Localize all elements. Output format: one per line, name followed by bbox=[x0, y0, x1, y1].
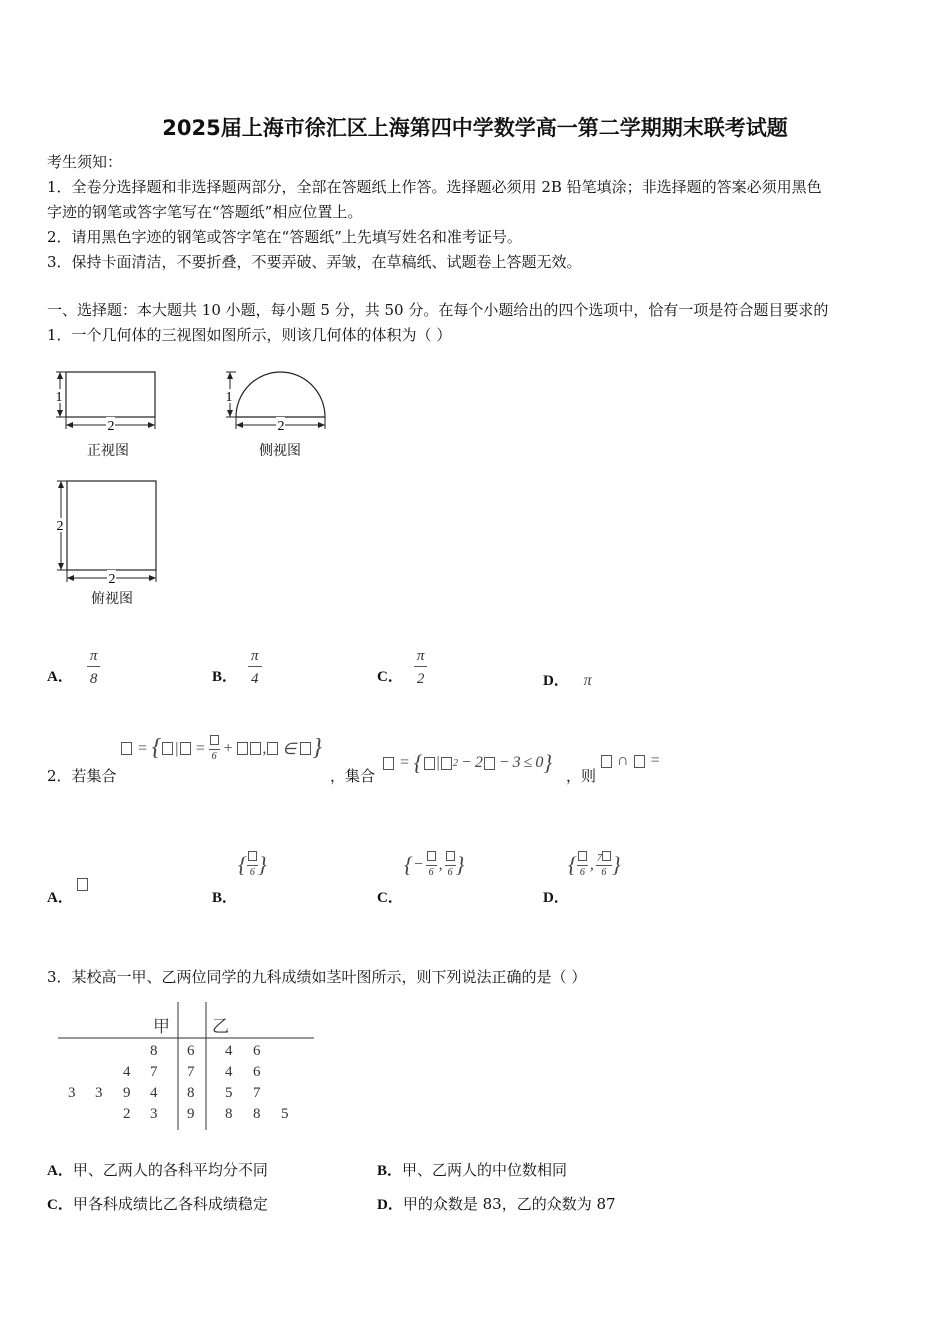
question-1-stem: 1．一个几何体的三视图如图所示，则该几何体的体积为（ ） bbox=[47, 326, 452, 344]
q3-option-c-text: 甲各科成绩比乙各科成绩稳定 bbox=[72, 1195, 268, 1213]
q3-option-b[interactable] bbox=[377, 1160, 567, 1181]
row4-stem: 9 bbox=[187, 1106, 195, 1122]
q2-option-c-value: { − 6 , 6 } bbox=[404, 851, 465, 878]
question-2-prefix: 2．若集合 bbox=[47, 767, 117, 785]
row4-right-2: 8 bbox=[253, 1106, 261, 1122]
notice-line-1b: 字迹的钢笔或答字笔写在“答题纸”相应位置上。 bbox=[47, 203, 363, 221]
question-2-mid: ，集合 bbox=[330, 767, 376, 785]
q2-option-d-letter: D． bbox=[543, 890, 569, 906]
row3-left-2: 3 bbox=[95, 1085, 103, 1101]
q1-option-a[interactable] bbox=[47, 648, 100, 688]
q2-option-b[interactable] bbox=[212, 886, 237, 907]
q3-option-d-text: 甲的众数是 83，乙的众数为 87 bbox=[402, 1195, 616, 1213]
q2-option-c[interactable] bbox=[377, 886, 403, 907]
set-a-expression: = { | = 6 + , ∈ } bbox=[120, 735, 322, 762]
row3-left-3: 9 bbox=[123, 1085, 131, 1101]
top-dim-2-horizontal: 2 bbox=[108, 572, 116, 587]
front-dim-2: 2 bbox=[107, 419, 115, 434]
row3-left-1: 3 bbox=[68, 1085, 76, 1101]
row2-stem: 7 bbox=[187, 1064, 195, 1080]
q3-option-b-letter: B． bbox=[377, 1163, 403, 1179]
q1-option-a-letter: A． bbox=[47, 669, 73, 685]
q3-option-c-letter: C． bbox=[47, 1197, 73, 1213]
q2-option-a-value bbox=[76, 874, 89, 893]
side-view-semicircle bbox=[236, 372, 325, 417]
row1-stem: 6 bbox=[187, 1043, 195, 1059]
q1-option-b-fraction: $\frac{\pi}{4}$ bbox=[248, 648, 262, 688]
row3-right-1: 5 bbox=[225, 1085, 233, 1101]
question-3-stem: 3．某校高一甲、乙两位同学的九科成绩如茎叶图所示，则下列说法正确的是（ ） bbox=[47, 968, 587, 986]
q2-option-a[interactable] bbox=[47, 886, 73, 907]
side-dim-1: 1 bbox=[225, 390, 233, 405]
stem-leaf-right-header: 乙 bbox=[212, 1017, 229, 1036]
row4-right-3: 5 bbox=[281, 1106, 289, 1122]
question-2-suffix: ，则 bbox=[566, 767, 597, 785]
row2-right-2: 6 bbox=[253, 1064, 261, 1080]
exam-title: 2025届上海市徐汇区上海第四中学数学高一第二学期期末联考试题 bbox=[162, 116, 788, 140]
front-dim-1: 1 bbox=[55, 390, 63, 405]
q2-option-d[interactable] bbox=[543, 886, 569, 907]
q1-option-c-fraction: $\frac{\pi}{2}$ bbox=[414, 648, 428, 688]
notice-line-2: 2．请用黑色字迹的钢笔或答字笔在“答题纸”上先填写姓名和准考证号。 bbox=[47, 228, 522, 246]
row2-left-2: 7 bbox=[150, 1064, 158, 1080]
q1-option-c-letter: C． bbox=[377, 669, 403, 685]
q2-option-c-letter: C． bbox=[377, 890, 403, 906]
q1-option-a-fraction: $\frac{\pi}{8}$ bbox=[87, 648, 101, 688]
q2-option-b-letter: B． bbox=[212, 890, 238, 906]
front-view-rect bbox=[66, 372, 155, 417]
top-dim-2-vertical: 2 bbox=[56, 519, 64, 534]
q1-option-d-value: π bbox=[583, 672, 592, 689]
notice-line-1a: 1．全卷分选择题和非选择题两部分，全部在答题纸上作答。选择题必须用 2B 铅笔填涂；非选择题的答案必须用黑色 bbox=[47, 178, 822, 196]
front-view-label: 正视图 bbox=[87, 443, 129, 459]
row2-left-1: 4 bbox=[123, 1064, 131, 1080]
row1-right-2: 6 bbox=[253, 1043, 261, 1059]
row1-right-1: 4 bbox=[225, 1043, 233, 1059]
stem-leaf-plot bbox=[58, 1002, 318, 1132]
stem-leaf-left-header: 甲 bbox=[153, 1017, 170, 1036]
side-view-label: 侧视图 bbox=[259, 443, 301, 459]
set-b-expression: = { | 2 − 2 − 3 ≤ 0 } bbox=[382, 750, 552, 776]
q3-option-a-letter: A． bbox=[47, 1163, 73, 1179]
q3-option-c[interactable] bbox=[47, 1194, 268, 1215]
intersection-expression: ∩ = bbox=[600, 752, 664, 770]
q1-option-d-letter: D． bbox=[543, 673, 569, 689]
row4-left-1: 2 bbox=[123, 1106, 131, 1122]
row2-right-1: 4 bbox=[225, 1064, 233, 1080]
q2-option-d-value: { 6 , $\frac{7}{6}$ } bbox=[568, 851, 621, 878]
side-dim-2: 2 bbox=[277, 419, 285, 434]
q3-option-d[interactable] bbox=[377, 1194, 616, 1215]
q2-option-b-value: { 6 } bbox=[238, 851, 267, 878]
q1-option-d[interactable] bbox=[543, 669, 592, 690]
q3-option-a-text: 甲、乙两人的各科平均分不同 bbox=[72, 1161, 268, 1179]
row3-stem: 8 bbox=[187, 1085, 195, 1101]
top-view-label: 俯视图 bbox=[91, 591, 133, 607]
notice-block bbox=[47, 150, 907, 275]
row3-right-2: 7 bbox=[253, 1085, 261, 1101]
top-view-rect bbox=[67, 481, 156, 570]
q3-option-a[interactable] bbox=[47, 1160, 268, 1181]
q3-option-b-text: 甲、乙两人的中位数相同 bbox=[402, 1161, 568, 1179]
notice-line-3: 3．保持卡面清洁，不要折叠，不要弄破、弄皱，在草稿纸、试题卷上答题无效。 bbox=[47, 253, 582, 271]
section-heading: 一、选择题：本大题共 10 小题，每小题 5 分，共 50 分。在每个小题给出的四个选项中，恰有一项是符合题目要求的 bbox=[47, 301, 829, 319]
row1-left-1: 8 bbox=[150, 1043, 158, 1059]
three-view-figure bbox=[50, 365, 340, 615]
notice-heading: 考生须知： bbox=[47, 153, 123, 171]
q3-option-d-letter: D． bbox=[377, 1197, 403, 1213]
row4-left-2: 3 bbox=[150, 1106, 158, 1122]
q1-option-b[interactable] bbox=[212, 648, 262, 688]
q1-option-b-letter: B． bbox=[212, 669, 238, 685]
q1-option-c[interactable] bbox=[377, 648, 427, 688]
row3-left-4: 4 bbox=[150, 1085, 158, 1101]
q2-option-a-letter: A． bbox=[47, 890, 73, 906]
row4-right-1: 8 bbox=[225, 1106, 233, 1122]
